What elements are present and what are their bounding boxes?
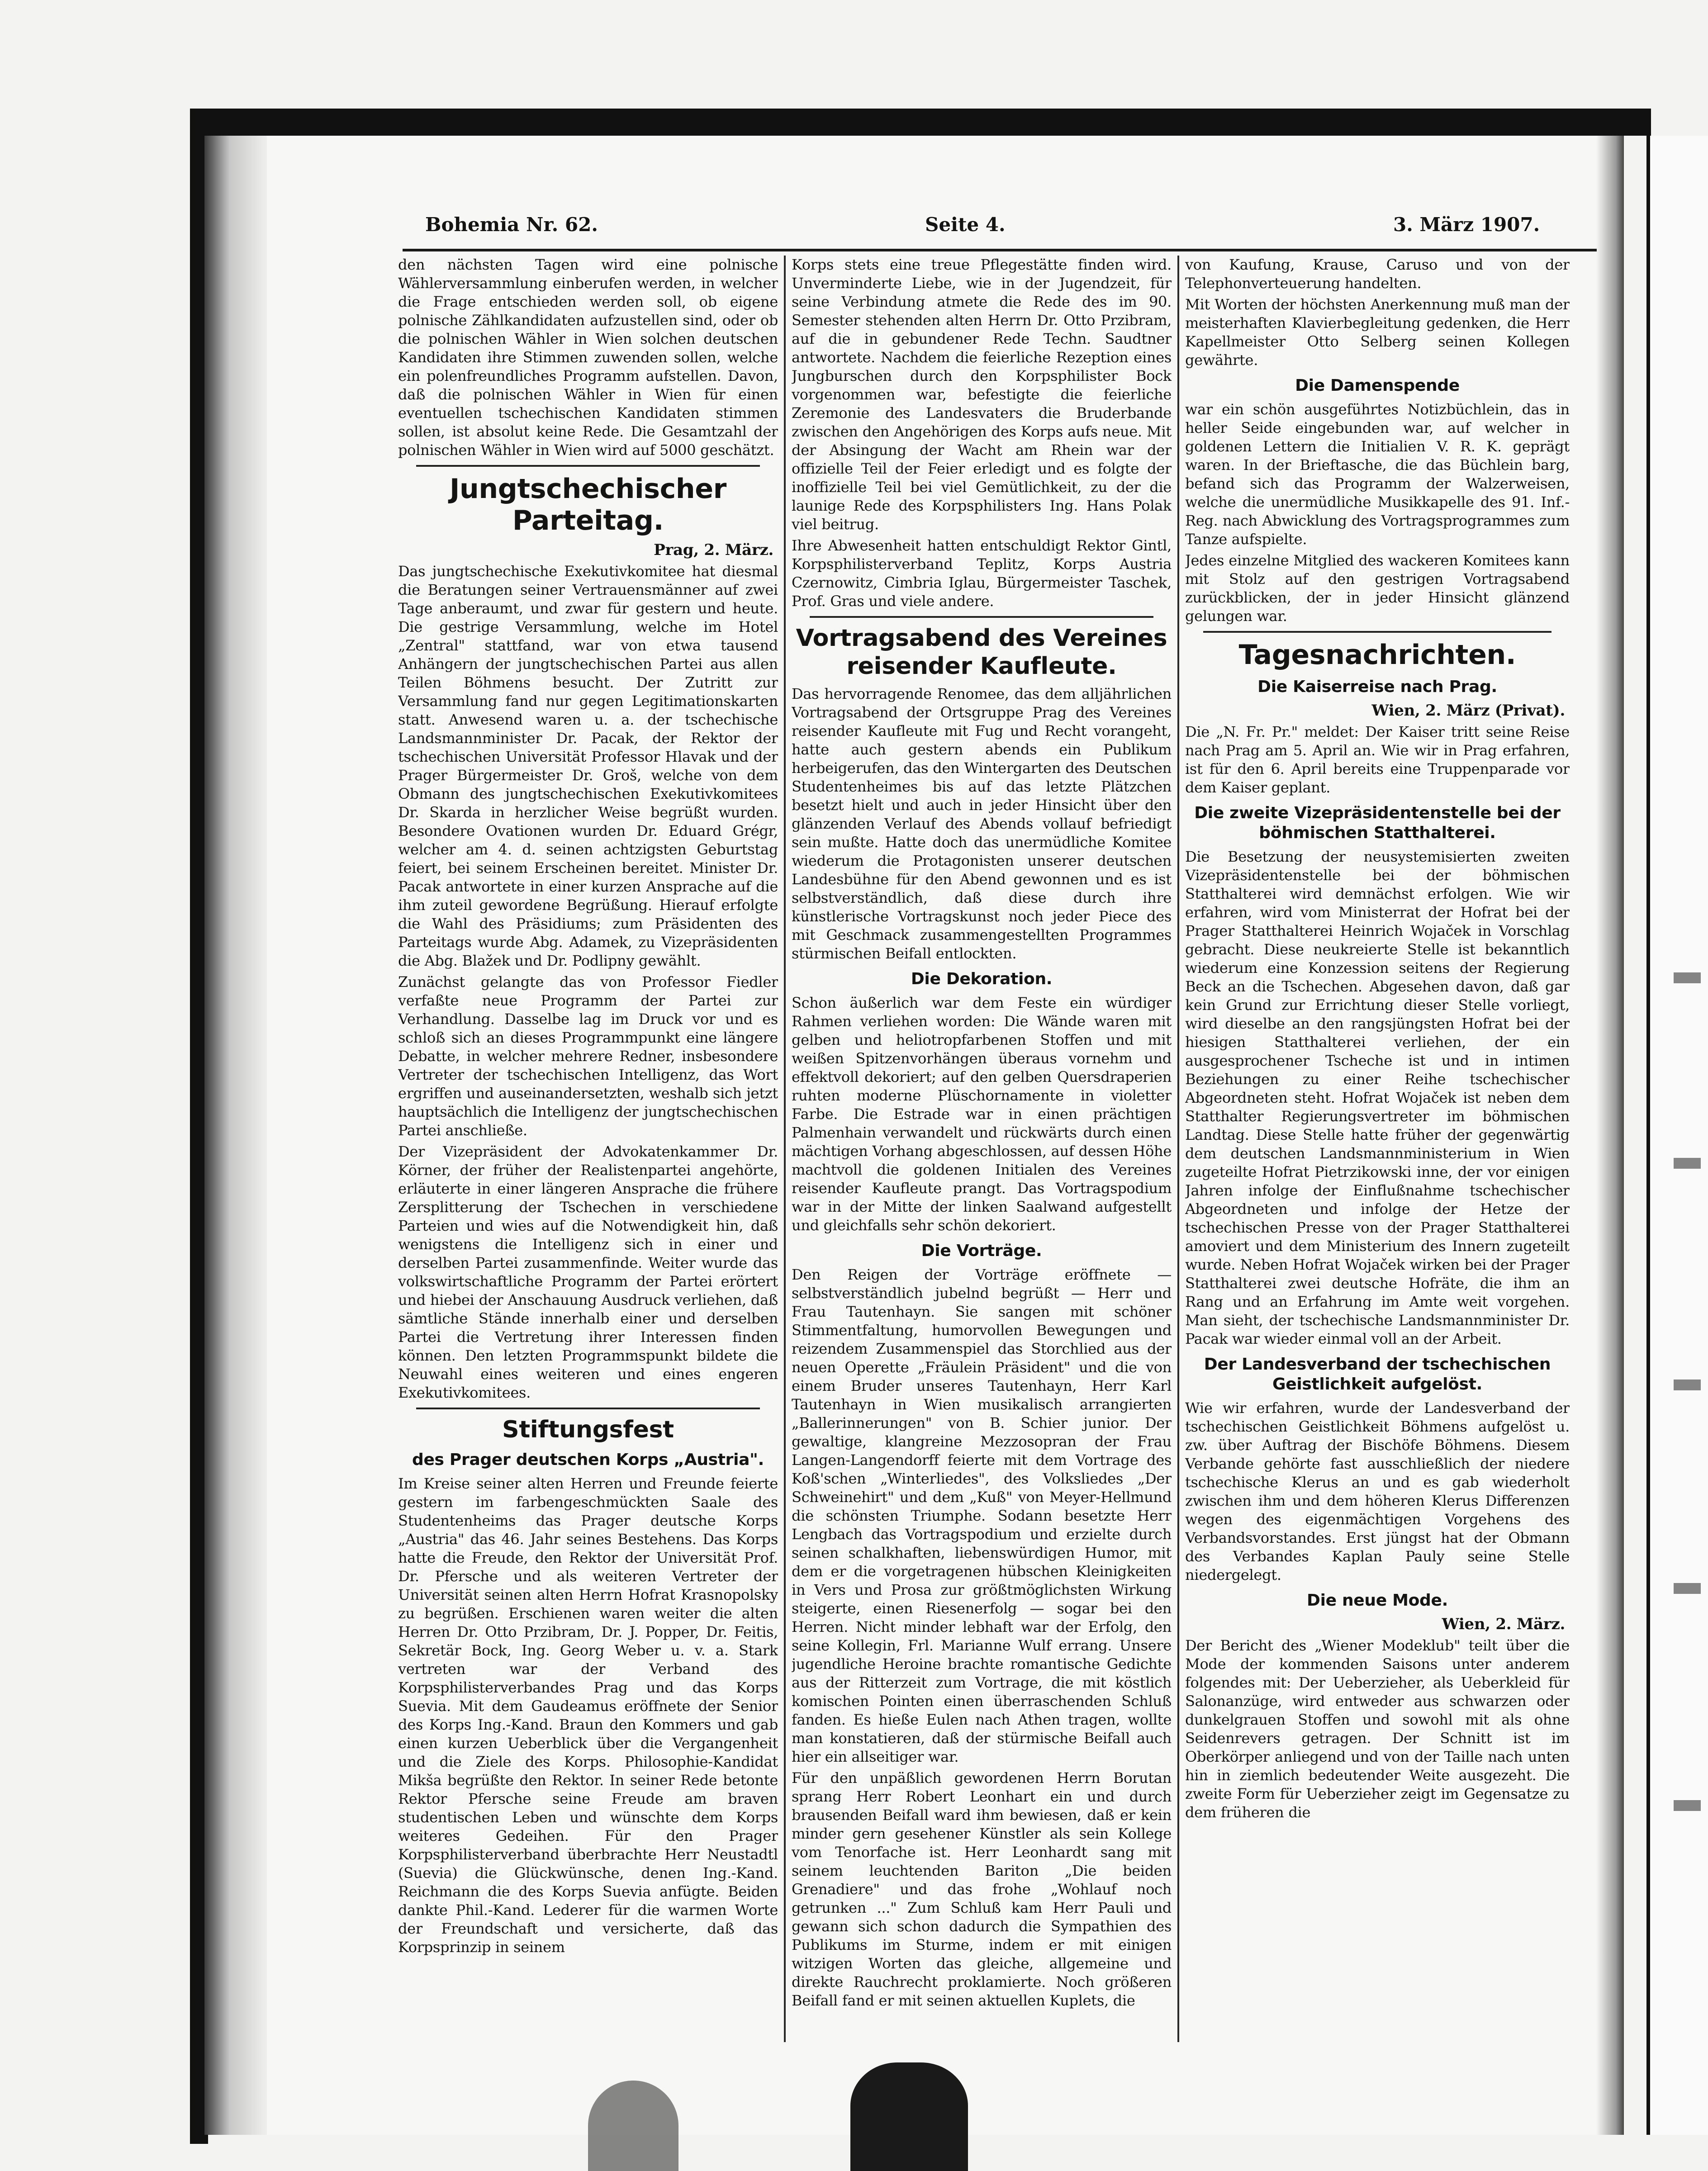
page-header [267, 213, 1619, 250]
adjacent-page-text-fragment [1674, 972, 1701, 983]
header-rule [403, 249, 1619, 251]
article-paragraph: Jedes einzelne Mitglied des wackeren Komitees kann mit Stolz auf den gestrigen Vortragsabend zurückblicken, der in jeder Hinsicht glänzend gelungen war. [1185, 552, 1570, 625]
adjacent-page-text-fragment [1674, 1583, 1701, 1594]
article-paragraph: Der Bericht des „Wiener Modeklub" teilt über die Mode der kommenden Saisons unter anderem folgendes mit: Der Ueberzieher, als Ueberkleid für Salonanzüge, wird entweder aus schwarzen oder dunkelgrauen Stoffen und sowohl mit als ohne Seidenrevers getragen. Der Schnitt ist im Oberkörper anliegend und von der Taille nach unten hin in ziemlich bedeutender Weite ausgezeht. Die zweite Form für Ueberzieher zeigt im Gegensatze zu dem früheren die [1185, 1637, 1570, 1821]
subheadline-dekoration: Die Dekoration. [911, 970, 1053, 988]
column-3-intro: von Kaufung, Krause, Caruso und von der Telephonverteuerung handelten. [1185, 256, 1570, 292]
article-paragraph: Die Besetzung der neusystemisierten zweiten Vizepräsidentenstelle bei der böhmischen Statthalterei wird demnächst erfolgen. Wie wir erfahren, wird vom Ministerrat der Hofrat bei der Prager Statthalterei Heinrich Wojaček in Vorschlag gebracht. Diese neukreierte Stelle ist bekanntlich wiederum eine Konzession seitens der Regierung Beck an die Tschechen. Abgesehen davon, daß gar kein Grund zur Errichtung dieser Stelle vorliegt, wird dieselbe an den rangsjüngsten Hofrat bei der hiesigen Statthalterei verliehen, der ein ausgesprochener Tscheche ist und in intimen Beziehungen zu einer Reihe tschechischer Abgeordneten steht. Hofrat Wojaček ist neben dem Statthalter Regierungsvertreter im böhmischen Landtag. Diese Stelle hatte früher der gegenwärtig dem deutschen Landsmannministerium in Wien zugeteilte Hofrat Pietrzikowski inne, der vor einigen Jahren infolge der Einflußnahme tschechischer Abgeordneten und infolge der Hetze der tschechischen Presse von der Prager Statthalterei amoviert und dem Ministerium des Innern zugeteilt wurde. Neben Hofrat Wojaček wirken bei der Prager Statthalterei zwei deutsche Hofräte, die ihm an Rang und an Erfahrung im Amte weit vorgehen. Man sieht, der tschechische Landsmannminister Dr. Pacak war wieder einmal voll an der Arbeit. [1185, 848, 1570, 1347]
book-spine-shadow [204, 136, 268, 2135]
header-page-number: Seite 4. [925, 213, 1006, 236]
header-date: 3. März 1907. [1393, 213, 1540, 236]
dateline-wien-2: Wien, 2. März. [1442, 1615, 1565, 1633]
headline-stiftungsfest: Stiftungsfest [502, 1416, 674, 1443]
newspaper-page [267, 136, 1619, 2135]
subheadline-neue-mode: Die neue Mode. [1306, 1591, 1448, 1610]
article-paragraph: Schon äußerlich war dem Feste ein würdiger Rahmen verliehen worden: Die Wände waren mit gelben und heliotropfarbenen Stoffen und mit weißen Spitzenvorhängen überaus vornehm und effektvoll dekoriert; auf den gelben Quersdraperien ruhten moderne Plüschornamente in violetter Farbe. Die Estrade war in einen prächtigen Palmenhain verwandelt und rückwärts durch einen mächtigen Vorhang abgeschlossen, auf dessen Höhe machtvoll die goldenen Initialen des Vereines reisender Kaufleute prangt. Das Vortragspodium war in der Mitte der linken Saalwand aufgestellt und gleichfalls sehr schön dekoriert. [792, 994, 1172, 1234]
divider [1203, 631, 1551, 633]
column-1-intro: den nächsten Tagen wird eine polnische Wählerversammlung einberufen werden, in welcher die Frage entschieden werden soll, ob eigene polnische Zählkandidaten aufzustellen sind, oder ob die polnischen Wähler in Wien solchen deutschen Kandidaten ihre Stimmen zuwenden sollen, welche ein polenfreundliches Programm aufstellen. Davon, daß die polnischen Wähler in Wien für einen eventuellen tschechischen Kandidaten stimmen sollen, ist absolut keine Rede. Die Gesamtzahl der polnischen Wähler in Wien wird auf 5000 geschätzt. [398, 256, 778, 459]
column-1 [398, 256, 778, 2047]
column-3-intro-2: Mit Worten der höchsten Anerkennung muß man der meisterhaften Klavierbegleitung gedenken, die Herr Kapellmeister Otto Selberg seinen Kollegen gewährte. [1185, 296, 1570, 369]
dateline-prag: Prag, 2. März. [654, 541, 773, 559]
adjacent-page-text-fragment [1674, 1379, 1701, 1390]
subheadline-landesverband: Der Landesverband der tschechischen Geistlichkeit aufgelöst. [1204, 1355, 1551, 1394]
divider [810, 616, 1153, 618]
column-separator [784, 256, 786, 2042]
article-paragraph: Für den unpäßlich gewordenen Herrn Borutan sprang Herr Robert Leonhart ein und durch brausenden Beifall ward ihm bewiesen, daß er kein minder gern gesehener Künstler als sein Kollege vom Tenorfache ist. Herr Leonhardt sang mit seinem leuchtenden Bariton „Die beiden Grenadiere" und das frohe „Wohlauf noch getrunken ..." Zum Schluß kam Herr Pauli und gewann sich schon dadurch die Sympathien des Publikums im Sturme, indem er mit einigen witzigen Worten das gleiche, allgemeine und direkte Rauchrecht proklamierte. Noch größeren Beifall fand er mit seinen aktuellen Kuplets, die [792, 1769, 1172, 2009]
divider [416, 465, 760, 467]
column-2 [792, 256, 1172, 2047]
headline-tagesnachrichten: Tagesnachrichten. [1238, 639, 1516, 671]
scan-artifact [850, 2062, 968, 2171]
subheadline-kaiserreise: Die Kaiserreise nach Prag. [1257, 678, 1497, 696]
headline-vortragsabend: Vortragsabend des Vereines reisender Kaufleute. [796, 625, 1167, 680]
column-2-intro-2: Ihre Abwesenheit hatten entschuldigt Rektor Gintl, Korpsphilisterverband Teplitz, Korps Austria Czernowitz, Cimbria Iglau, Bürgermeister Taschek, Prof. Gras und viele andere. [792, 537, 1172, 610]
page-edge-shadow [1597, 136, 1624, 2135]
subheadline-korps-austria: des Prager deutschen Korps „Austria". [412, 1450, 764, 1469]
column-2-intro: Korps stets eine treue Pflegestätte finden wird. Unverminderte Liebe, wie in der Jugendzeit, für seine Verbindung atmete die Rede des im 90. Semester stehenden alten Herrn Dr. Otto Przibram, auf die in gebundener Rede Techn. Saudtner antwortete. Nachdem die feierliche Rezeption eines Jungburschen durch den Korpsphilister Bock vorgenommen war, befestigte die feierliche Zeremonie des Landesvaters die Bruderbande zwischen den Angehörigen des Korps aufs neue. Mit der Absingung der Wacht am Rhein war der offizielle Teil der Feier erledigt und es folgte der inoffizielle Teil bei viel Gemütlichkeit, zu der die launige Rede des Korpsphilisters Ing. Hans Polak viel beitrug. [792, 256, 1172, 533]
article-paragraph: Das hervorragende Renomee, das dem alljährlichen Vortragsabend der Ortsgruppe Prag des Vereines reisender Kaufleute mit Fug und Recht vorangeht, hatte auch gestern abends ein Publikum herbeigerufen, das den Wintergarten des Deutschen Studentenheimes bis auf das letzte Plätzchen besetzt hielt und auch in jeder Hinsicht über den glänzenden Verlauf des Abends vollauf befriedigt sein mußte. Hatte doch das unermüdliche Komitee wiederum die Protagonisten unserer deutschen Landesbühne für den Abend gewonnen und es ist selbstverständlich, daß diese durch ihre künstlerische Vortragskunst noch jeder Piece des mit Geschmack zusammengestellten Programmes stürmischen Beifall entlockten. [792, 685, 1172, 962]
article-paragraph: Die „N. Fr. Pr." meldet: Der Kaiser tritt seine Reise nach Prag am 5. April an. Wie wir in Prag erfahren, ist für den 6. April bereits eine Truppenparade vor dem Kaiser geplant. [1185, 723, 1570, 796]
subheadline-vizepraesidentenstelle: Die zweite Vizepräsidentenstelle bei der böhmischen Statthalterei. [1194, 804, 1561, 842]
article-paragraph: Im Kreise seiner alten Herren und Freunde feierte gestern im farbengeschmückten Saale des Studentenheims das Prager deutsche Korps „Austria" das 46. Jahr seines Bestehens. Das Korps hatte die Freude, den Rektor der Universität Prof. Dr. Pfersche und als weiteren Vertreter der Universität seinen alten Herrn Hofrat Krasnopolsky zu begrüßen. Erschienen waren weiter die alten Herren Dr. Otto Przibram, Dr. J. Popper, Dr. Feitis, Sekretär Bock, Ing. Georg Weber u. v. a. Stark vertreten war der Verband des Korpsphilisterverbandes Prag und das Korps Suevia. Mit dem Gaudeamus eröffnete der Senior des Korps Ing.-Kand. Braun den Kommers und gab einen kurzen Ueberblick über die Vergangenheit und die Ziele des Korps. Philosophie-Kandidat Mikša begrüßte den Rektor. In seiner Rede betonte Rektor Pfersche seine Freude am braven studentischen Leben und wünschte dem Korps weiteres Gedeihen. Für den Prager Korpsphilisterverband überbrachte Herr Neustadtl (Suevia) die Glückwünsche, denen Ing.-Kand. Reichmann die des Korps Suevia anfügte. Beiden dankte Phil.-Kand. Lederer für die warmen Worte der Freundschaft und versicherte, daß das Korpsprinzip in seinem [398, 1475, 778, 1956]
divider [416, 1408, 760, 1409]
article-paragraph: war ein schön ausgeführtes Notizbüchlein, das in heller Seide eingebunden war, auf welcher in goldenen Lettern die Initialien V. R. K. geprägt waren. In der Brieftasche, die das Büchlein barg, befand sich das Programm der Walzerweisen, welche die unermüdliche Musikkapelle des 91. Inf.-Reg. nach Abwicklung des Vortragsprogrammes zum Tanze aufspielte. [1185, 401, 1570, 548]
scan-artifact [588, 2081, 678, 2171]
adjacent-page-text-fragment [1674, 1800, 1701, 1811]
dateline-wien: Wien, 2. März (Privat). [1371, 702, 1565, 720]
adjacent-page-text-fragment [1674, 1158, 1701, 1169]
article-paragraph: Zunächst gelangte das von Professor Fiedler verfaßte neue Programm der Partei zur Verhandlung. Dasselbe lag im Druck vor und es schloß sich an dieses Programmpunkt eine längere Debatte, in welcher mehrere Redner, insbesondere Vertreter der tschechischen Intelligenz, das Wort ergriffen und auseinandersetzten, weshalb sich jetzt hauptsächlich die Intelligenz der jungtschechischen Partei anschließe. [398, 973, 778, 1139]
subheadline-vortraege: Die Vorträge. [921, 1242, 1042, 1260]
column-separator [1177, 256, 1179, 2042]
header-publication: Bohemia Nr. 62. [425, 213, 598, 236]
article-paragraph: Der Vizepräsident der Advokatenkammer Dr. Körner, der früher der Realistenpartei angehörte, erläuterte in einer längeren Ansprache die frühere Zersplitterung der Tschechen in verschiedene Parteien und wies auf die Notwendigkeit hin, daß wenigstens die Intelligenz sich in einer und derselben Partei zusammenfinde. Weiter wurde das volkswirtschaftliche Programm der Partei erörtert und hiebei der Anschauung Ausdruck verliehen, daß sämtliche Stände innerhalb einer und derselben Partei die Vertretung ihrer Interessen finden können. Den letzten Programmspunkt bildete die Neuwahl eines weiteren und eines engeren Exekutivkomitees. [398, 1143, 778, 1401]
column-3 [1185, 256, 1570, 2047]
adjacent-page-strip [1646, 136, 1708, 2135]
article-paragraph: Den Reigen der Vorträge eröffnete — selbstverständlich jubelnd begrüßt — Herr und Frau Tautenhayn. Sie sangen mit schöner Stimmentfaltung, humorvollen Bewegungen und reizendem Zusammenspiel das Storchlied aus der neuen Operette „Fräulein Präsident" und die von einem Bruder unseres Tautenhayn, Herr Karl Tautenhayn in Wien musikalisch arrangierten „Ballerinnerungen" von B. Schier junior. Der gewaltige, klangreine Mezzosopran der Frau Langen-Langendorff feierte mit dem Vortrage des Koß'schen „Winterliedes", des Volksliedes „Der Schweinehirt" und dem „Kuß" von Meyer-Hellmund die schönsten Triumphe. Sodann besetzte Herr Lengbach das Vortragspodium und erzielte durch seinen schalkhaften, liebenswürdigen Humor, mit dem er die vorgetragenen hübschen Kleinigkeiten in Vers und Prosa zur größtmöglichsten Wirkung steigerte, einen Riesenerfolg — sogar bei den Herren. Nicht minder lebhaft war der Erfolg, den seine Kollegin, Frl. Marianne Wulf errang. Unsere jugendliche Heroine brachte romantische Gedichte aus der Ritterzeit zum Vortrage, die mit köstlich komischen Pointen einen überraschenden Schluß fanden. Es hieße Eulen nach Athen tragen, wollte man konstatieren, daß der stürmische Beifall auch hier ein allseitiger war. [792, 1266, 1172, 1765]
article-paragraph: Das jungtschechische Exekutivkomitee hat diesmal die Beratungen seiner Vertrauensmänner auf zwei Tage anberaumt, und zwar für gestern und heute. Die gestrige Versammlung, welche im Hotel „Zentral" stattfand, war von etwa tausend Anhängern der jungtschechischen Partei aus allen Teilen Böhmens besucht. Der Zutritt zur Versammlung fand nur gegen Legitimationskarten statt. Anwesend waren u. a. der tschechische Landsmannminister Dr. Pacak, der Rektor der tschechischen Universität Professor Hlavak und der Prager Bürgermeister Dr. Groš, welche von dem Obmann des jungtschechischen Exekutivkomitees Dr. Skarda in herzlicher Weise begrüßt wurden. Besondere Ovationen wurden Dr. Eduard Grégr, welcher am 4. d. seinen achtzigsten Geburtstag feiert, bei seinem Erscheinen bereitet. Minister Dr. Pacak antwortete in einer kurzen Ansprache auf die ihm zuteil gewordene Begrüßung. Hierauf erfolgte die Wahl des Präsidiums; zum Präsidenten des Parteitags wurde Abg. Adamek, zu Vizepräsidenten die Abg. Blažek und Dr. Podlipny gewählt. [398, 563, 778, 969]
subheadline-damenspende: Die Damenspende [1295, 376, 1460, 395]
top-black-border [190, 109, 1651, 136]
headline-jungtschechischer-parteitag: Jungtschechischer Parteitag. [449, 473, 727, 536]
article-paragraph: Wie wir erfahren, wurde der Landesverband der tschechischen Geistlichkeit Böhmens aufgelöst u. zw. über Auftrag der Bischöfe Böhmens. Diesem Verbande gehörte fast ausschließlich der niedere tschechische Klerus an und es gab wiederholt zwischen ihm und dem höheren Klerus Differenzen wegen des eigenmächtigen Vorgehens des Verbandsvorstandes. Erst jüngst hat der Obmann des Verbandes Kaplan Pauly seine Stelle niedergelegt. [1185, 1399, 1570, 1583]
